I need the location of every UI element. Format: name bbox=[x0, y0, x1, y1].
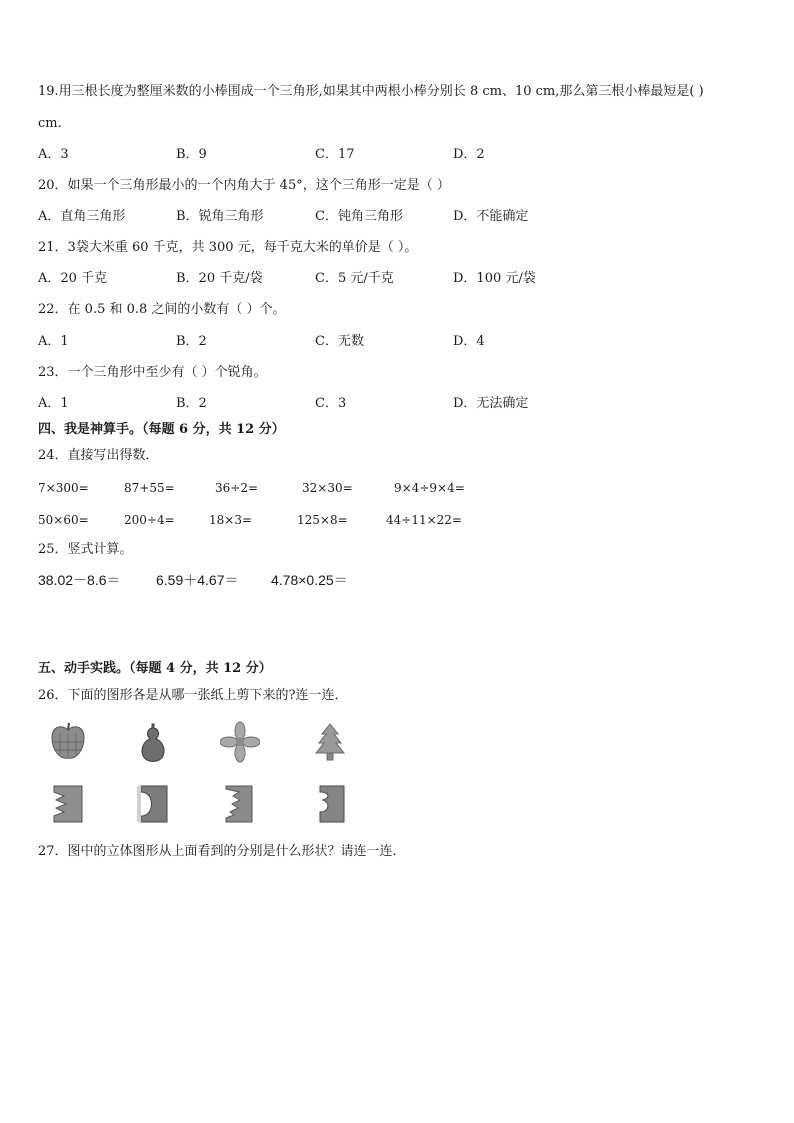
q26-text: 26．下面的图形各是从哪一张纸上剪下来的?连一连． bbox=[38, 688, 348, 703]
q24-item: 7×300= bbox=[38, 481, 89, 495]
q24-item: 200÷4= bbox=[124, 513, 175, 527]
q21-text: 21．3袋大米重 60 千克，共 300 元，每千克大米的单价是（ ）。 bbox=[38, 240, 418, 255]
q19-option-b: B．9 bbox=[176, 147, 207, 162]
q20-text: 20．如果一个三角形最小的一个内角大于 45°，这个三角形一定是（ ） bbox=[38, 178, 450, 193]
q25-item: 38.02－8.6＝ bbox=[38, 572, 121, 588]
q25-item: 4.78×0.25＝ bbox=[271, 572, 348, 588]
q22-text: 22．在 0.5 和 0.8 之间的小数有（ ）个。 bbox=[38, 302, 286, 317]
q24-text: 24．直接写出得数． bbox=[38, 448, 159, 463]
cut-paper-bump-icon bbox=[310, 782, 350, 826]
flower-icon bbox=[220, 720, 260, 764]
q22-option-b: B．2 bbox=[176, 334, 207, 349]
q21-option-c: C．5 元/千克 bbox=[315, 271, 394, 286]
q21-option-d: D．100 元/袋 bbox=[453, 271, 536, 286]
q24-item: 50×60= bbox=[38, 513, 89, 527]
q24-item: 125×8= bbox=[297, 513, 348, 527]
q19-option-c: C．17 bbox=[315, 147, 355, 162]
q25-item: 6.59＋4.67＝ bbox=[156, 572, 239, 588]
cut-paper-arc-icon bbox=[133, 782, 173, 826]
apple-icon bbox=[48, 720, 88, 764]
q19-line2: cm. bbox=[38, 116, 62, 131]
q24-item: 9×4÷9×4= bbox=[394, 481, 465, 495]
q20-option-a: A．直角三角形 bbox=[38, 209, 126, 224]
q19-line1: 19.用三根长度为整厘米数的小棒围成一个三角形,如果其中两根小棒分别长 8 cm、10 cm,那么第三根小棒最短是( ) bbox=[38, 84, 704, 99]
q19-option-a: A．3 bbox=[38, 147, 69, 162]
q20-option-d: D．不能确定 bbox=[453, 209, 529, 224]
section-4-title: 四、我是神算手。（每题 6 分，共 12 分） bbox=[38, 422, 285, 437]
q20-option-c: C．钝角三角形 bbox=[315, 209, 403, 224]
q22-option-c: C．无数 bbox=[315, 334, 364, 349]
q21-option-b: B．20 千克/袋 bbox=[176, 271, 263, 286]
q24-item: 87+55= bbox=[124, 481, 175, 495]
tree-icon bbox=[310, 720, 350, 764]
q22-option-d: D．4 bbox=[453, 334, 485, 349]
q20-option-b: B．锐角三角形 bbox=[176, 209, 264, 224]
section-5-title: 五、动手实践。（每题 4 分，共 12 分） bbox=[38, 661, 272, 676]
q22-option-a: A．1 bbox=[38, 334, 69, 349]
q24-item: 36÷2= bbox=[215, 481, 259, 495]
q19-option-d: D．2 bbox=[453, 147, 485, 162]
q23-option-b: B．2 bbox=[176, 396, 207, 411]
q24-item: 44÷11×22= bbox=[386, 513, 462, 527]
q27-text: 27．图中的立体图形从上面看到的分别是什么形状？请连一连． bbox=[38, 844, 406, 859]
q25-text: 25．竖式计算。 bbox=[38, 542, 133, 557]
q23-text: 23．一个三角形中至少有（ ）个锐角。 bbox=[38, 365, 267, 380]
cut-paper-tree-icon bbox=[220, 782, 260, 826]
q24-item: 18×3= bbox=[209, 513, 253, 527]
gourd-icon bbox=[133, 720, 173, 764]
q23-option-a: A．1 bbox=[38, 396, 69, 411]
q23-option-d: D．无法确定 bbox=[453, 396, 529, 411]
cut-paper-zigzag-icon bbox=[48, 782, 88, 826]
q21-option-a: A．20 千克 bbox=[38, 271, 108, 286]
q24-item: 32×30= bbox=[302, 481, 353, 495]
q23-option-c: C．3 bbox=[315, 396, 347, 411]
